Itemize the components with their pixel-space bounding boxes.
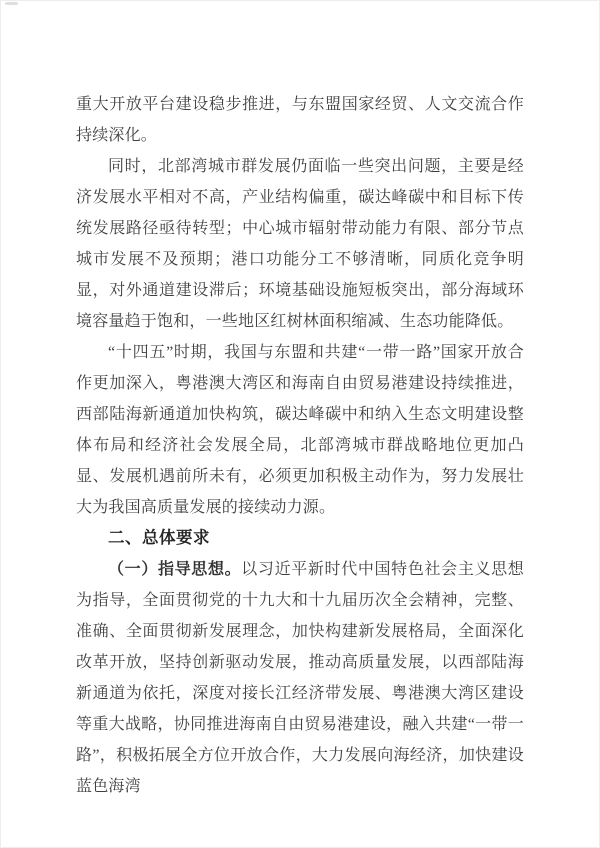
paragraph — [76, 554, 524, 802]
paragraph-text: 以习近平新时代中国特色社会主义思想为指导，全面贯彻党的十九大和十九届历次全会精神，完整、准确、全面贯彻新发展理念，加快构建新发展格局，全面深化改革开放，坚持创新驱动发展，推动高质量发展，以西部陆海新通道为依托，深度对接长江经济带发展、粤港澳大湾区建设等重大战略，协同推进海南自由贸易港建设，融入共建“一带一路”，积极拓展全方位开放合作，大力发展向海经济，加快建设蓝色海湾 — [76, 561, 524, 795]
paragraph: “十四五”时期，我国与东盟和共建“一带一路”国家开放合作更加深入，粤港澳大湾区和海南自由贸易港建设持续推进，西部陆海新通道加快构筑，碳达峰碳中和纳入生态文明建设整体布局和经济社会发展全局，北部湾城市群战略地位更加凸显、发展机遇前所未有，必须更加积极主动作为，努力发展壮大为我国高质量发展的接续动力源。 — [76, 344, 524, 516]
paragraph: 同时，北部湾城市群发展仍面临一些突出问题，主要是经济发展水平相对不高，产业结构偏重，碳达峰碳中和目标下传统发展路径亟待转型；中心城市辐射带动能力有限、部分节点城市发展不及预期；港口功能分工不够清晰，同质化竞争明显，对外通道建设滞后；环境基础设施短板突出，部分海域环境容量趋于饱和，一些地区红树林面积缩减、生态功能降低。 — [76, 158, 524, 330]
section-heading: 二、总体要求 — [108, 529, 210, 547]
scan-artifact — [5, 2, 18, 5]
document-body — [76, 89, 524, 802]
clause-title: （一）指导思想。 — [108, 561, 242, 578]
paragraph: 重大开放平台建设稳步推进，与东盟国家经贸、人文交流合作持续深化。 — [76, 96, 524, 144]
